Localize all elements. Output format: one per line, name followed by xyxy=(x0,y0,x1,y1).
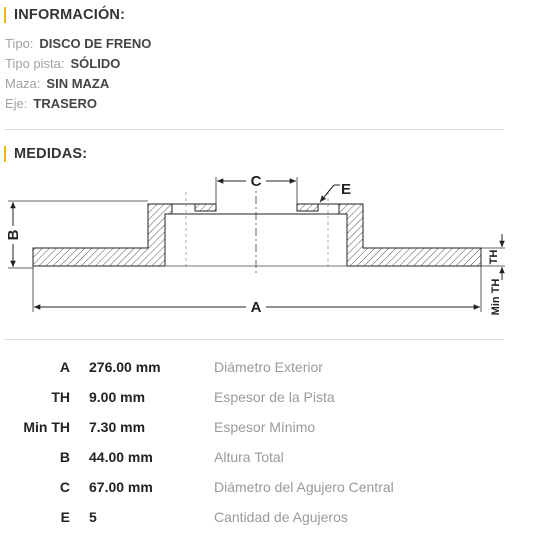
measure-desc: Espesor Mínimo xyxy=(214,419,316,435)
info-value: DISCO DE FRENO xyxy=(39,36,152,51)
e-label: E xyxy=(340,181,352,198)
th-label: TH xyxy=(488,249,500,265)
measure-value: 276.00 mm xyxy=(89,359,161,375)
measure-row-c xyxy=(0,479,537,497)
hub-flange-right xyxy=(297,204,318,211)
info-value: TRASERO xyxy=(33,96,97,111)
measure-desc: Diámetro del Agujero Central xyxy=(214,479,394,495)
b-label: B xyxy=(5,229,22,241)
section-divider xyxy=(4,339,504,340)
c-label: C xyxy=(250,173,262,190)
measure-code: TH xyxy=(51,389,70,405)
measure-value: 44.00 mm xyxy=(89,449,153,465)
a-label: A xyxy=(250,299,262,316)
brake-disc-diagram xyxy=(0,170,537,330)
info-heading-text: INFORMACIÓN: xyxy=(14,7,126,23)
measure-code: B xyxy=(59,449,70,465)
measure-code: E xyxy=(60,509,70,525)
e-leader-line xyxy=(320,185,334,202)
measure-value: 7.30 mm xyxy=(89,419,146,435)
measure-row-e xyxy=(0,509,537,527)
measure-code: A xyxy=(59,359,70,375)
disc-section-left xyxy=(33,204,172,266)
info-row-tipo-pista xyxy=(5,56,120,71)
measure-desc: Espesor de la Pista xyxy=(214,389,335,405)
measure-code: Min TH xyxy=(23,419,70,435)
measure-value: 67.00 mm xyxy=(89,479,153,495)
measure-row-min-th xyxy=(0,419,537,437)
measure-value: 5 xyxy=(89,509,97,525)
measure-desc: Diámetro Exterior xyxy=(214,359,323,375)
measure-value: 9.00 mm xyxy=(89,389,146,405)
accent-bar xyxy=(4,146,6,162)
min-th-label: Min TH xyxy=(490,278,502,316)
info-row-maza xyxy=(5,76,109,91)
info-value: SÓLIDO xyxy=(70,56,121,71)
measure-code: C xyxy=(59,479,70,495)
info-label: Tipo pista: xyxy=(5,56,65,71)
section-divider xyxy=(4,129,504,130)
measure-row-th xyxy=(0,389,537,407)
measures-heading xyxy=(4,145,87,163)
measure-row-b xyxy=(0,449,537,467)
accent-bar xyxy=(4,7,6,23)
measures-heading-text: MEDIDAS: xyxy=(14,146,88,162)
info-label: Maza: xyxy=(5,76,41,91)
info-heading xyxy=(4,6,125,24)
measure-desc: Altura Total xyxy=(214,449,284,465)
hub-flange-left xyxy=(195,204,216,211)
info-row-tipo xyxy=(5,36,151,51)
measure-row-a xyxy=(0,359,537,377)
info-label: Eje: xyxy=(5,96,28,111)
info-row-eje xyxy=(5,96,97,111)
disc-section-right xyxy=(339,204,481,266)
measure-desc: Cantidad de Agujeros xyxy=(214,509,348,525)
info-value: SIN MAZA xyxy=(46,76,110,91)
info-label: Tipo: xyxy=(5,36,34,51)
